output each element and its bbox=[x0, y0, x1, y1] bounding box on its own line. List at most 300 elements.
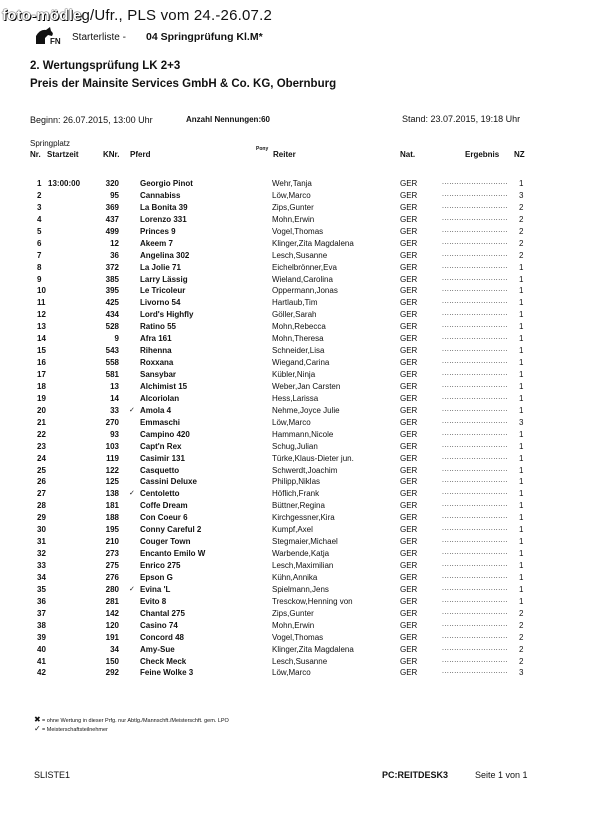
horse-number: 369 bbox=[105, 202, 119, 212]
nationality: GER bbox=[400, 250, 418, 260]
horse-number: 273 bbox=[105, 549, 119, 559]
horse-number: 437 bbox=[105, 214, 119, 224]
table-row bbox=[0, 442, 596, 454]
table-row bbox=[0, 179, 596, 191]
table-row bbox=[0, 298, 596, 310]
result-field: ........................... bbox=[442, 190, 509, 198]
horse-number: 142 bbox=[105, 608, 119, 618]
nz-value: 1 bbox=[519, 441, 524, 451]
horse-name: Amola 4 bbox=[140, 405, 172, 415]
nz-value: 2 bbox=[519, 238, 524, 248]
horse-number: 120 bbox=[105, 620, 119, 630]
horse-number: 93 bbox=[110, 429, 119, 439]
footer-page-number: Seite 1 von 1 bbox=[475, 770, 528, 780]
watermark: foto-mödle bbox=[2, 7, 82, 24]
result-field: ........................... bbox=[442, 620, 509, 628]
nationality: GER bbox=[400, 274, 418, 284]
table-row bbox=[0, 657, 596, 669]
start-time-info: Beginn: 26.07.2015, 13:00 Uhr bbox=[30, 115, 153, 125]
horse-number: 275 bbox=[105, 561, 119, 570]
horse-name: Epson G bbox=[140, 572, 173, 582]
horse-number: 95 bbox=[110, 190, 119, 200]
horse-number: 13 bbox=[110, 381, 119, 391]
nationality: GER bbox=[400, 322, 418, 332]
nz-value: 1 bbox=[519, 358, 524, 368]
rider-name: Vogel,Thomas bbox=[272, 226, 324, 236]
horse-number: 270 bbox=[105, 417, 119, 427]
table-row bbox=[0, 406, 596, 418]
nationality: GER bbox=[400, 489, 418, 499]
footer-pc-id: PC:REITDESK3 bbox=[382, 770, 449, 780]
table-row bbox=[0, 334, 596, 346]
nz-value: 1 bbox=[519, 537, 524, 547]
rider-name: Kübler,Ninja bbox=[272, 370, 316, 379]
result-field: ........................... bbox=[442, 656, 509, 664]
horse-name: Alcoriolan bbox=[140, 393, 180, 403]
start-number: 23 bbox=[37, 441, 46, 451]
nz-value: 1 bbox=[519, 262, 524, 272]
nz-value: 1 bbox=[519, 429, 524, 439]
start-number: 6 bbox=[37, 238, 42, 248]
rider-name: Warbende,Katja bbox=[272, 549, 330, 559]
table-row bbox=[0, 215, 596, 227]
check-icon: ✓ bbox=[34, 724, 41, 733]
rider-name: Löw,Marco bbox=[272, 190, 311, 200]
legend-no-rating bbox=[34, 715, 229, 724]
start-number: 31 bbox=[37, 537, 46, 547]
nz-value: 1 bbox=[519, 513, 524, 523]
result-field: ........................... bbox=[442, 405, 509, 413]
horse-name: Larry Lässig bbox=[140, 274, 188, 284]
nz-value: 1 bbox=[519, 346, 524, 356]
col-header-nat: Nat. bbox=[400, 150, 416, 159]
rider-name: Lesch,Susanne bbox=[272, 656, 328, 666]
start-number: 12 bbox=[37, 310, 46, 320]
start-number: 34 bbox=[37, 572, 46, 582]
col-header-ergebnis: Ergebnis bbox=[465, 150, 500, 159]
start-number: 41 bbox=[37, 656, 46, 666]
horse-number: 103 bbox=[105, 441, 119, 451]
result-field: ........................... bbox=[442, 572, 509, 580]
rider-name: Spielmann,Jens bbox=[272, 584, 329, 594]
nz-value: 1 bbox=[519, 393, 524, 403]
col-header-reiter: Reiter bbox=[273, 150, 296, 159]
horse-number: 543 bbox=[105, 346, 119, 356]
nz-value: 2 bbox=[519, 644, 524, 654]
start-number: 20 bbox=[37, 405, 46, 415]
nationality: GER bbox=[400, 346, 418, 356]
nz-value: 3 bbox=[519, 668, 524, 678]
nationality: GER bbox=[400, 262, 418, 272]
table-row bbox=[0, 501, 596, 513]
horse-name: Ratino 55 bbox=[140, 322, 177, 332]
table-row bbox=[0, 358, 596, 370]
horse-name: Chantal 275 bbox=[140, 608, 185, 618]
rider-name: Mohn,Erwin bbox=[272, 214, 315, 224]
nz-value: 1 bbox=[519, 381, 524, 391]
championship-check-icon: ✓ bbox=[129, 585, 135, 593]
rider-name: Klinger,Zita Magdalena bbox=[272, 644, 354, 654]
start-number: 36 bbox=[37, 596, 46, 606]
start-number: 21 bbox=[37, 417, 46, 427]
horse-number: 395 bbox=[105, 286, 119, 296]
col-header-pferd: Pferd bbox=[130, 150, 151, 159]
nz-value: 1 bbox=[519, 572, 524, 582]
col-header-knr: KNr. bbox=[103, 150, 120, 159]
start-time: 13:00:00 bbox=[48, 179, 81, 188]
result-field: ........................... bbox=[442, 334, 509, 342]
horse-name: Centoletto bbox=[140, 489, 180, 499]
result-field: ........................... bbox=[442, 310, 509, 318]
start-number: 5 bbox=[37, 226, 42, 236]
start-number: 17 bbox=[37, 370, 46, 379]
horse-number: 528 bbox=[105, 322, 119, 332]
rider-name: Vogel,Thomas bbox=[272, 632, 324, 642]
table-row bbox=[0, 668, 596, 680]
result-field: ........................... bbox=[442, 513, 509, 521]
page-subtitle: Preis der Mainsite Services GmbH & Co. KG, Obernburg bbox=[30, 78, 337, 90]
legend-championship bbox=[34, 724, 108, 733]
start-number: 11 bbox=[37, 298, 46, 308]
horse-name: Conny Careful 2 bbox=[140, 525, 202, 535]
horse-number: 9 bbox=[114, 334, 119, 344]
start-number: 25 bbox=[37, 465, 46, 475]
horse-name: Le Tricoleur bbox=[140, 286, 186, 296]
result-field: ........................... bbox=[442, 644, 509, 652]
rider-name: Zips,Gunter bbox=[272, 202, 314, 212]
nz-value: 2 bbox=[519, 250, 524, 260]
nz-value: 1 bbox=[519, 489, 524, 499]
nz-value: 2 bbox=[519, 632, 524, 642]
nz-value: 2 bbox=[519, 214, 524, 224]
start-number: 19 bbox=[37, 393, 46, 403]
horse-name: La Bonita 39 bbox=[140, 202, 188, 212]
horse-number: 188 bbox=[105, 513, 119, 523]
nationality: GER bbox=[400, 358, 418, 368]
horse-number: 281 bbox=[105, 596, 119, 606]
col-header-pony: Pony bbox=[256, 146, 269, 152]
rider-name: Mohn,Rebecca bbox=[272, 322, 326, 332]
nationality: GER bbox=[400, 298, 418, 308]
nationality: GER bbox=[400, 190, 418, 200]
horse-name: Afra 161 bbox=[140, 334, 172, 344]
start-number: 28 bbox=[37, 501, 46, 511]
horse-name: Cassini Deluxe bbox=[140, 477, 197, 487]
table-row bbox=[0, 633, 596, 645]
start-number: 15 bbox=[37, 346, 46, 356]
result-field: ........................... bbox=[442, 346, 509, 354]
table-row bbox=[0, 513, 596, 525]
cross-icon: ✖ bbox=[34, 715, 41, 724]
horse-number: 125 bbox=[105, 477, 119, 487]
result-field: ........................... bbox=[442, 584, 509, 592]
nationality: GER bbox=[400, 238, 418, 248]
nationality: GER bbox=[400, 477, 418, 487]
nz-value: 1 bbox=[519, 405, 524, 415]
table-row bbox=[0, 621, 596, 633]
nationality: GER bbox=[400, 441, 418, 451]
horse-number: 34 bbox=[110, 644, 119, 654]
result-field: ........................... bbox=[442, 596, 509, 604]
horse-name: Evina 'L bbox=[140, 584, 171, 594]
horse-name: Evito 8 bbox=[140, 596, 167, 606]
rider-name: Eichelbrönner,Eva bbox=[272, 262, 337, 272]
rider-name: Löw,Marco bbox=[272, 668, 311, 678]
nationality: GER bbox=[400, 596, 418, 606]
arena-label: Springplatz bbox=[30, 139, 71, 148]
result-field: ........................... bbox=[442, 608, 509, 616]
result-field: ........................... bbox=[442, 668, 509, 676]
result-field: ........................... bbox=[442, 262, 509, 270]
status-timestamp: Stand: 23.07.2015, 19:18 Uhr bbox=[402, 114, 521, 124]
nationality: GER bbox=[400, 537, 418, 547]
result-field: ........................... bbox=[442, 417, 509, 425]
horse-number: 191 bbox=[105, 632, 119, 642]
rider-name: Göller,Sarah bbox=[272, 310, 317, 320]
horse-name: Roxxana bbox=[140, 358, 174, 368]
table-row bbox=[0, 597, 596, 609]
result-field: ........................... bbox=[442, 525, 509, 533]
result-field: ........................... bbox=[442, 501, 509, 509]
nz-value: 1 bbox=[519, 549, 524, 559]
result-field: ........................... bbox=[442, 632, 509, 640]
table-row bbox=[0, 477, 596, 489]
start-number: 3 bbox=[37, 202, 42, 212]
rider-name: Mohn,Erwin bbox=[272, 620, 315, 630]
horse-name: Check Meck bbox=[140, 656, 187, 666]
nationality: GER bbox=[400, 393, 418, 403]
result-field: ........................... bbox=[442, 202, 509, 210]
horse-number: 150 bbox=[105, 656, 119, 666]
horse-name: Cannabiss bbox=[140, 190, 181, 200]
nationality: GER bbox=[400, 549, 418, 559]
result-field: ........................... bbox=[442, 561, 509, 568]
result-field: ........................... bbox=[442, 429, 509, 437]
nationality: GER bbox=[400, 202, 418, 212]
rider-name: Löw,Marco bbox=[272, 417, 311, 427]
rider-name: Stegmaier,Michael bbox=[272, 537, 338, 547]
table-row bbox=[0, 382, 596, 394]
rider-name: Mohn,Theresa bbox=[272, 334, 324, 344]
table-row bbox=[0, 489, 596, 501]
nationality: GER bbox=[400, 334, 418, 344]
start-number: 24 bbox=[37, 453, 46, 463]
rider-name: Schug,Julian bbox=[272, 441, 318, 451]
table-row bbox=[0, 310, 596, 322]
start-number: 14 bbox=[37, 334, 46, 344]
nationality: GER bbox=[400, 584, 418, 594]
result-field: ........................... bbox=[442, 274, 509, 282]
nationality: GER bbox=[400, 465, 418, 475]
horse-number: 12 bbox=[110, 238, 119, 248]
table-row bbox=[0, 525, 596, 537]
nationality: GER bbox=[400, 310, 418, 320]
horse-name: Rihenna bbox=[140, 346, 172, 356]
horse-number: 434 bbox=[105, 310, 119, 320]
table-row bbox=[0, 549, 596, 561]
horse-name: Couger Town bbox=[140, 537, 191, 547]
nz-value: 1 bbox=[519, 179, 524, 188]
nationality: GER bbox=[400, 417, 418, 427]
nz-value: 1 bbox=[519, 453, 524, 463]
nationality: GER bbox=[400, 525, 418, 535]
nationality: GER bbox=[400, 405, 418, 415]
result-field: ........................... bbox=[442, 489, 509, 497]
championship-check-icon: ✓ bbox=[129, 406, 135, 414]
start-number: 4 bbox=[37, 214, 42, 224]
horse-name: Angelina 302 bbox=[140, 250, 190, 260]
horse-name: Enrico 275 bbox=[140, 561, 181, 570]
nationality: GER bbox=[400, 370, 418, 379]
table-row bbox=[0, 394, 596, 406]
nationality: GER bbox=[400, 608, 418, 618]
horse-number: 14 bbox=[110, 393, 119, 403]
rider-name: Hess,Larissa bbox=[272, 393, 319, 403]
event-title-line bbox=[2, 7, 272, 24]
nationality: GER bbox=[400, 561, 418, 570]
table-row bbox=[0, 537, 596, 549]
start-number: 16 bbox=[37, 358, 46, 368]
result-field: ........................... bbox=[442, 214, 509, 222]
nz-value: 1 bbox=[519, 584, 524, 594]
table-row bbox=[0, 418, 596, 430]
start-number: 32 bbox=[37, 549, 46, 559]
rider-name: Kühn,Annika bbox=[272, 572, 318, 582]
start-number: 33 bbox=[37, 561, 46, 570]
horse-name: La Jolie 71 bbox=[140, 262, 181, 272]
nz-value: 2 bbox=[519, 226, 524, 236]
table-row bbox=[0, 609, 596, 621]
horse-number: 138 bbox=[105, 489, 119, 499]
nz-value: 1 bbox=[519, 310, 524, 320]
horse-name: Princes 9 bbox=[140, 226, 176, 236]
col-header-startzeit: Startzeit bbox=[47, 150, 79, 159]
start-list-table bbox=[0, 179, 596, 680]
table-row bbox=[0, 346, 596, 358]
table-row bbox=[0, 191, 596, 203]
horse-name: Akeem 7 bbox=[140, 238, 173, 248]
nationality: GER bbox=[400, 632, 418, 642]
result-field: ........................... bbox=[442, 298, 509, 306]
horse-number: 276 bbox=[105, 572, 119, 582]
start-number: 2 bbox=[37, 190, 42, 200]
horse-number: 320 bbox=[105, 179, 119, 188]
rider-name: Türke,Klaus-Dieter jun. bbox=[272, 453, 354, 463]
nationality: GER bbox=[400, 656, 418, 666]
table-row bbox=[0, 561, 596, 573]
result-field: ........................... bbox=[442, 477, 509, 485]
horse-name: Sansybar bbox=[140, 370, 177, 379]
horse-name: Casimir 131 bbox=[140, 453, 185, 463]
nationality: GER bbox=[400, 179, 418, 188]
horse-name: Capt'n Rex bbox=[140, 441, 182, 451]
result-field: ........................... bbox=[442, 238, 509, 246]
nationality: GER bbox=[400, 513, 418, 523]
result-field: ........................... bbox=[442, 322, 509, 330]
horse-number: 499 bbox=[105, 226, 119, 236]
horse-number: 119 bbox=[106, 453, 119, 463]
table-row bbox=[0, 251, 596, 263]
nz-value: 1 bbox=[519, 274, 524, 284]
rider-name: Schwerdt,Joachim bbox=[272, 465, 338, 475]
result-field: ........................... bbox=[442, 286, 509, 294]
horse-number: 195 bbox=[105, 525, 119, 535]
start-number: 13 bbox=[37, 322, 46, 332]
horse-name: Encanto Emilo W bbox=[140, 549, 206, 559]
result-field: ........................... bbox=[442, 179, 509, 186]
rider-name: Hammann,Nicole bbox=[272, 429, 334, 439]
start-number: 7 bbox=[37, 250, 42, 260]
rider-name: Büttner,Regina bbox=[272, 501, 325, 511]
horse-number: 425 bbox=[105, 298, 119, 308]
nationality: GER bbox=[400, 644, 418, 654]
starterliste-label: Starterliste - bbox=[72, 32, 126, 43]
nz-value: 1 bbox=[519, 322, 524, 332]
start-number: 27 bbox=[37, 489, 46, 499]
horse-name: Concord 48 bbox=[140, 632, 185, 642]
nz-value: 2 bbox=[519, 656, 524, 666]
horse-name: Coffe Dream bbox=[140, 501, 188, 511]
table-row bbox=[0, 239, 596, 251]
horse-number: 122 bbox=[105, 465, 119, 475]
nz-value: 1 bbox=[519, 596, 524, 606]
legend-text: = Meisterschaftsteilnehmer bbox=[42, 727, 108, 733]
horse-number: 181 bbox=[105, 501, 119, 511]
nz-value: 1 bbox=[519, 501, 524, 511]
start-number: 35 bbox=[37, 584, 46, 594]
nationality: GER bbox=[400, 226, 418, 236]
horse-number: 292 bbox=[105, 668, 119, 678]
nationality: GER bbox=[400, 501, 418, 511]
horse-number: 210 bbox=[105, 537, 119, 547]
start-number: 10 bbox=[37, 286, 46, 296]
horse-name: Lorenzo 331 bbox=[140, 214, 187, 224]
nz-value: 2 bbox=[519, 620, 524, 630]
result-field: ........................... bbox=[442, 358, 509, 366]
result-field: ........................... bbox=[442, 465, 509, 473]
result-field: ........................... bbox=[442, 453, 509, 461]
horse-name: Campino 420 bbox=[140, 429, 190, 439]
horse-number: 372 bbox=[105, 262, 119, 272]
rider-name: Hartlaub,Tim bbox=[272, 298, 318, 308]
start-number: 18 bbox=[37, 381, 46, 391]
col-header-nr: Nr. bbox=[30, 150, 41, 159]
table-row bbox=[0, 370, 596, 382]
result-field: ........................... bbox=[442, 381, 509, 389]
nz-value: 1 bbox=[519, 334, 524, 344]
competition-name: 04 Springprüfung Kl.M* bbox=[146, 31, 263, 43]
nz-value: 3 bbox=[519, 190, 524, 200]
start-number: 26 bbox=[37, 477, 46, 487]
rider-name: Kirchgessner,Kira bbox=[272, 513, 335, 523]
rider-name: Höflich,Frank bbox=[272, 489, 320, 499]
rider-name: Lesch,Maximilian bbox=[272, 561, 334, 570]
start-number: 9 bbox=[37, 274, 42, 284]
nz-value: 1 bbox=[519, 561, 524, 570]
table-row bbox=[0, 585, 596, 597]
rider-name: Schneider,Lisa bbox=[272, 346, 325, 356]
result-field: ........................... bbox=[442, 549, 509, 557]
table-row bbox=[0, 430, 596, 442]
table-row bbox=[0, 645, 596, 657]
horse-name: Amy-Sue bbox=[140, 644, 175, 654]
start-number: 39 bbox=[37, 632, 46, 642]
nz-value: 2 bbox=[519, 202, 524, 212]
event-line: g/Ufr., PLS vom 24.-26.07.2 bbox=[81, 7, 272, 24]
table-row bbox=[0, 466, 596, 478]
result-field: ........................... bbox=[442, 226, 509, 234]
result-field: ........................... bbox=[442, 393, 509, 401]
